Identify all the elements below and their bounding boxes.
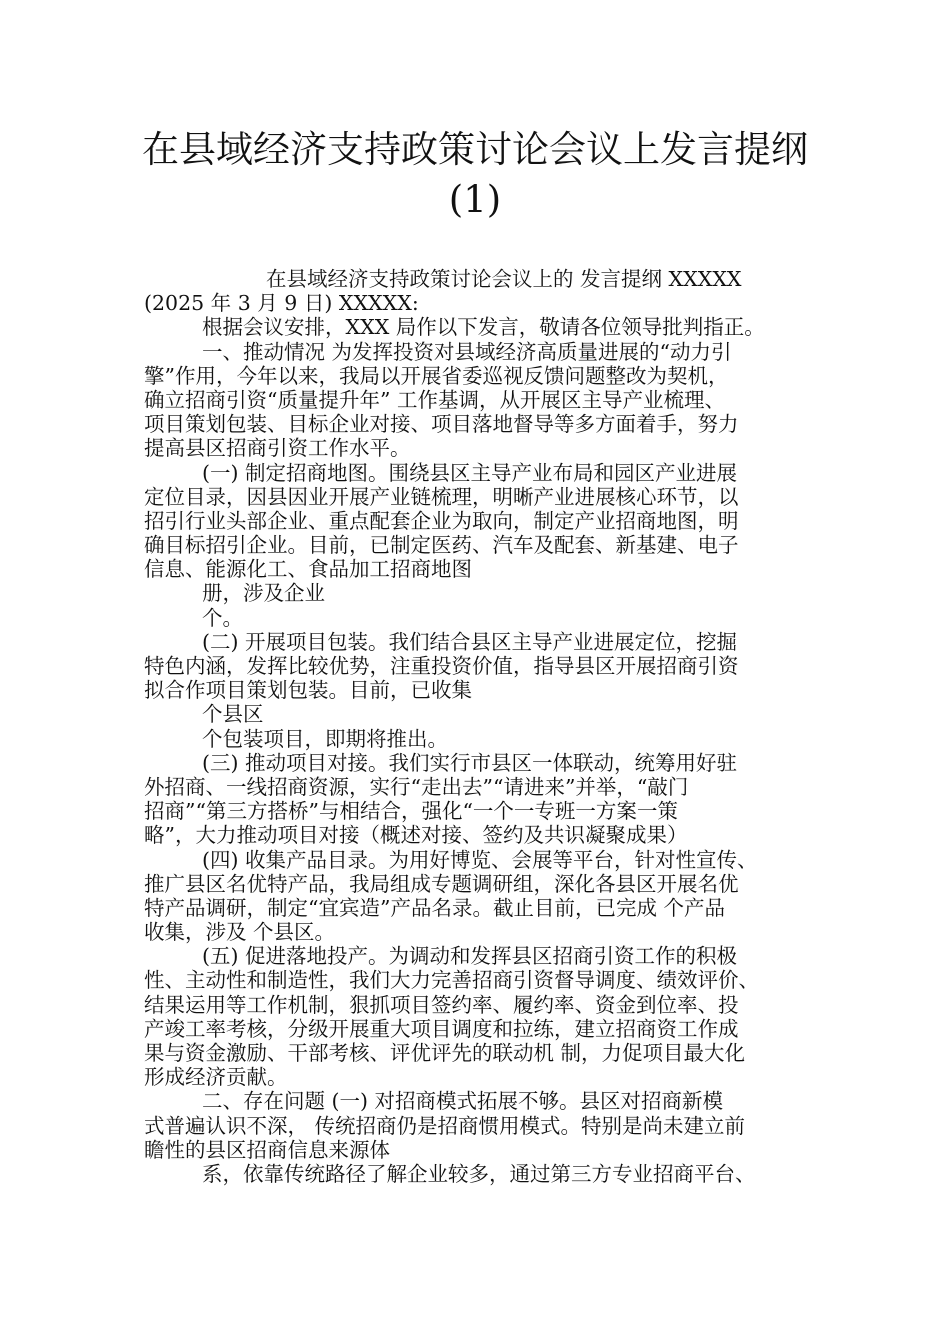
text-line: 招商”“第三方搭桥”与相结合，强化“一个一专班一方案一策: [144, 799, 678, 824]
text-line: 个。: [202, 605, 243, 630]
text-line: 个包装项目，即期将推出。: [202, 726, 448, 751]
text-line: (2025 年 3 月 9 日) XXXXX:: [144, 291, 419, 316]
text-line: 定位目录，因县因业开展产业链梳理，明晰产业进展核心环节，以: [144, 484, 739, 509]
text-line: 擎”作用，今年以来，我局以开展省委巡视反馈问题整改为契机，: [144, 363, 729, 388]
text-line: 推广县区名优特产品，我局组成专题调研组，深化各县区开展名优: [144, 871, 739, 896]
document-title-number: (1): [448, 178, 502, 221]
text-line: (五) 促进落地投产。为调动和发挥县区招商引资工作的积极: [202, 944, 738, 969]
text-line: 项目策划包装、目标企业对接、项目落地督导等多方面着手，努力: [144, 412, 739, 437]
text-line: 结果运用等工作机制，狠抓项目签约率、履约率、资金到位率、投: [144, 992, 739, 1017]
text-line: 略”，大力推动项目对接（概述对接、签约及共识凝聚成果）: [144, 823, 688, 848]
text-line: (二) 开展项目包装。我们结合县区主导产业进展定位，挖掘: [202, 629, 738, 654]
text-line: 瞻性的县区招商信息来源体: [144, 1137, 390, 1162]
text-line: 二、存在问题 (一) 对招商模式拓展不够。县区对招商新模: [202, 1089, 724, 1114]
text-line: (一) 制定招商地图。围绕县区主导产业布局和园区产业进展: [202, 460, 738, 485]
text-line: 产竣工率考核，分级开展重大项目调度和拉练，建立招商资工作成: [144, 1016, 739, 1041]
text-line: 收集，涉及 个县区。: [144, 920, 336, 945]
text-line: 确目标招引企业。目前，已制定医药、汽车及配套、新基建、电子: [144, 533, 739, 558]
text-line: 个县区: [202, 702, 264, 727]
text-line: 招引行业头部企业、重点配套企业为取向，制定产业招商地图，明: [144, 508, 739, 533]
text-line: 性、主动性和制造性，我们大力完善招商引资督导调度、绩效评价、: [144, 968, 759, 993]
text-line: 形成经济贡献。: [144, 1065, 288, 1090]
document-body: [144, 267, 824, 1186]
text-line: 在县域经济支持政策讨论会议上的 发言提纲 XXXXX: [266, 267, 742, 291]
text-line: 册，涉及企业: [202, 581, 325, 606]
document-title: 在县域经济支持政策讨论会议上发言提纲: [142, 128, 808, 171]
text-line: 确立招商引资“质量提升年” 工作基调，从开展区主导产业梳理、: [144, 387, 725, 412]
text-line: 果与资金激励、干部考核、评优评先的联动机 制，力促项目最大化: [144, 1041, 746, 1065]
text-line: 拟合作项目策划包装。目前，已收集: [144, 678, 472, 703]
text-line: 特产品调研，制定“宜宾造”产品名录。截止目前，已完成 个产品: [144, 895, 725, 920]
text-line: 外招商、一线招商资源，实行“走出去”“请进来”并举，“敲门: [144, 774, 689, 799]
text-line: 特色内涵，发挥比较优势，注重投资价值，指导县区开展招商引资: [144, 654, 739, 678]
text-line: (三) 推动项目对接。我们实行市县区一体联动，统筹用好驻: [202, 750, 738, 775]
text-line: 式普遍认识不深， 传统招商仍是招商惯用模式。特别是尚未建立前: [144, 1113, 746, 1138]
text-line: 信息、能源化工、食品加工招商地图: [144, 557, 472, 582]
text-line: 系，依靠传统路径了解企业较多，通过第三方专业招商平台、: [202, 1161, 756, 1186]
text-line: 根据会议安排，XXX 局作以下发言，敬请各位领导批判指正。: [202, 315, 765, 340]
text-line: (四) 收集产品目录。为用好博览、会展等平台，针对性宣传、: [202, 847, 758, 872]
text-line: 一、推动情况 为发挥投资对县域经济高质量进展的“动力引: [202, 339, 732, 364]
text-line: 提高县区招商引资工作水平。: [144, 436, 411, 461]
